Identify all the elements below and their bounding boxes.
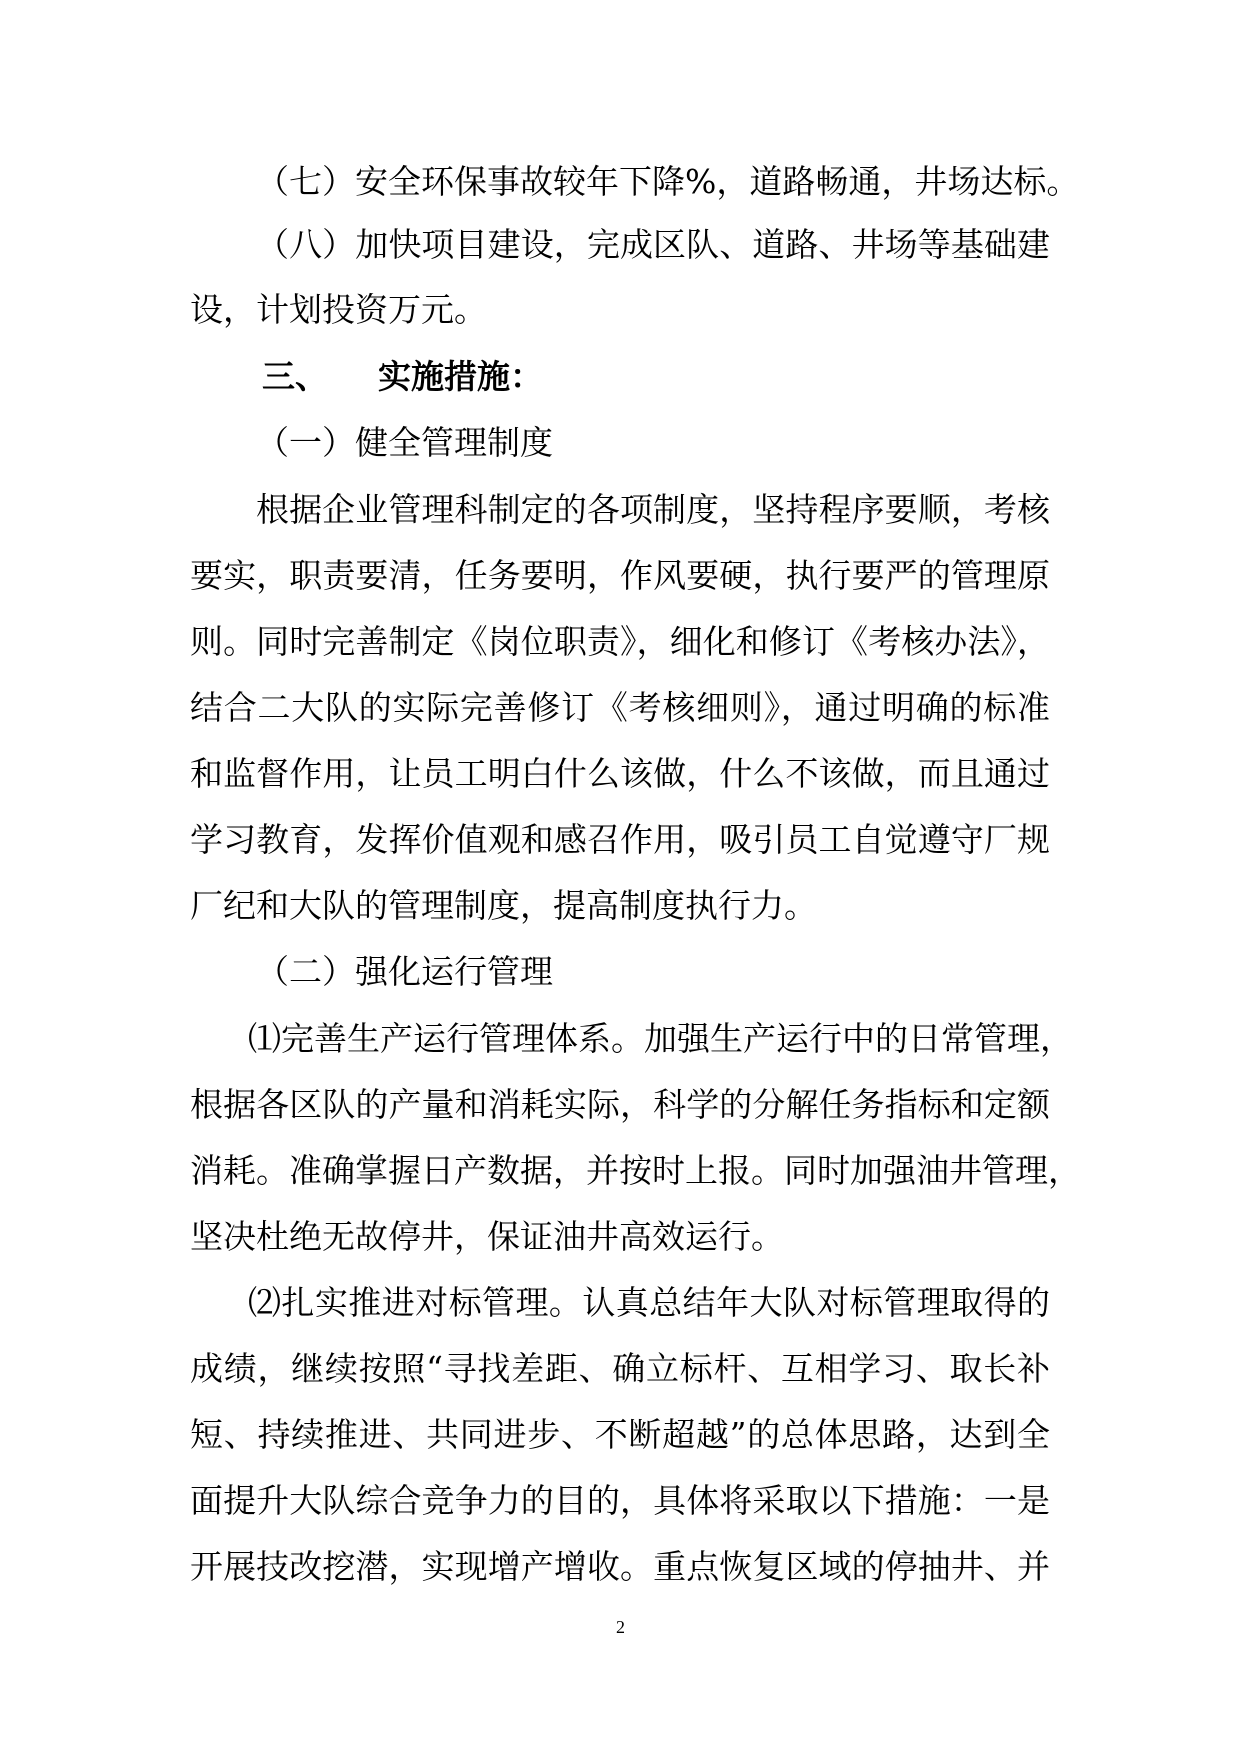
text-line: 开展技改挖潜，实现增产增收。重点恢复区域的停抽井、并 xyxy=(190,1547,1050,1586)
text-line: 消耗。准确掌握日产数据，并按时上报。同时加强油井管理， xyxy=(190,1151,1081,1190)
text-line: 短、持续推进、共同进步、不断超越”的总体思路，达到全 xyxy=(190,1415,1050,1454)
text-line: 坚决杜绝无故停井，保证油井高效运行。 xyxy=(190,1217,784,1256)
text-line: （七）安全环保事故较年下降%，道路畅通，井场达标。 xyxy=(256,162,1080,201)
page-number: 2 xyxy=(616,1617,625,1637)
text-line: 根据各区队的产量和消耗实际，科学的分解任务指标和定额 xyxy=(190,1085,1050,1124)
text-line: ⑴完善生产运行管理体系。加强生产运行中的日常管理， xyxy=(248,1019,1073,1058)
section-heading xyxy=(262,357,543,397)
text-line: 则。同时完善制定《岗位职责》，细化和修订《考核办法》， xyxy=(190,622,1050,661)
text-line: （八）加快项目建设，完成区队、道路、井场等基础建 xyxy=(256,225,1050,264)
text-line: 结合二大队的实际完善修订《考核细则》，通过明确的标准 xyxy=(190,688,1050,727)
subsection-heading: （一）健全管理制度 xyxy=(256,423,553,462)
text-line: 学习教育，发挥价值观和感召作用，吸引员工自觉遵守厂规 xyxy=(190,820,1050,859)
text-line: 要实，职责要清，任务要明，作风要硬，执行要严的管理原 xyxy=(190,556,1050,595)
text-line: 成绩，继续按照“寻找差距、确立标杆、互相学习、取长补 xyxy=(190,1349,1050,1388)
section-title: 实施措施： xyxy=(378,357,543,396)
text-line: 根据企业管理科制定的各项制度，坚持程序要顺，考核 xyxy=(256,490,1050,529)
text-line: 厂纪和大队的管理制度，提高制度执行力。 xyxy=(190,886,817,925)
subsection-heading: （二）强化运行管理 xyxy=(256,952,553,991)
text-line: 和监督作用，让员工明白什么该做，什么不该做，而且通过 xyxy=(190,754,1050,793)
text-line: ⑵扎实推进对标管理。认真总结年大队对标管理取得的 xyxy=(248,1283,1050,1322)
text-line: 设，计划投资万元。 xyxy=(190,290,487,329)
text-line: 面提升大队综合竞争力的目的，具体将采取以下措施：一是 xyxy=(190,1481,1050,1520)
section-number: 三、 xyxy=(262,357,328,396)
